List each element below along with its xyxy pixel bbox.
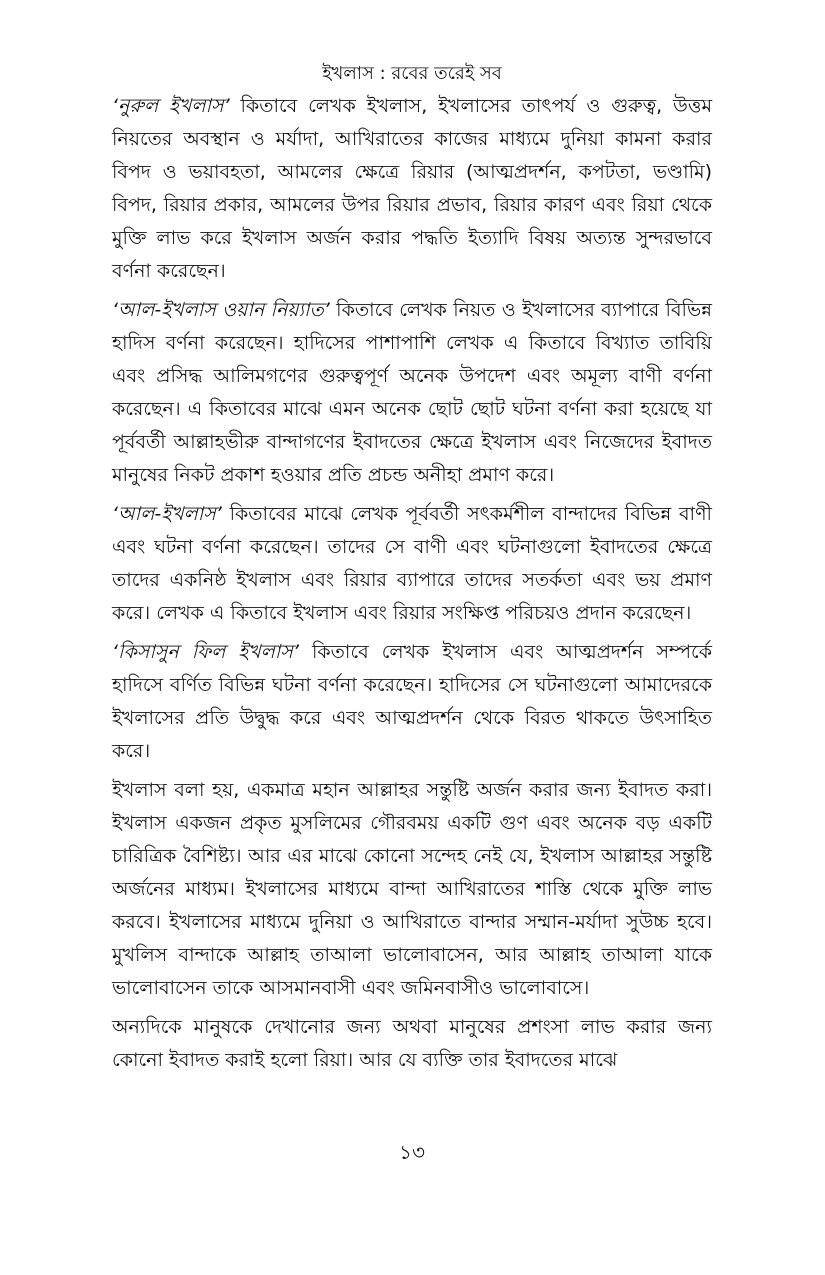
paragraph-al-ikhlas-wan-niyyat: [112, 294, 712, 492]
paragraph-kisasun-fil-ikhlas: [112, 636, 712, 768]
page-number: ১৩: [399, 1140, 425, 1164]
paragraph-text: অন্যদিকে মানুষকে দেখানোর জন্য অথবা মানুষের প্রশংসা লাভ করার জন্য কোনো ইবাদত করাই হলো রিয়া। আর যে ব্যক্তি তার ইবাদতের মাঝে: [112, 1016, 712, 1071]
running-head: ইখলাস : রবের তরেই সব: [322, 63, 502, 84]
paragraph-text: কিতাবে লেখক ইখলাস, ইখলাসের তাৎপর্য ও গুরুত্ব, উত্তম নিয়তের অবস্থান ও মর্যাদা, আখিরাতের কাজের মাধ্যমে দুনিয়া কামনা করার বিপদ ও ভয়াবহতা, আমলের ক্ষেত্রে রিয়ার (আত্মপ্রদর্শন, কপটতা, ভণ্ডামি) বিপদ, রিয়ার প্রকার, আমলের উপর রিয়ার প্রভাব, রিয়ার কারণ এবং রিয়া থেকে মুক্তি লাভ করে ইখলাস অর্জন করার পদ্ধতি ইত্যাদি বিষয় অত্যন্ত সুন্দরভাবে বর্ণনা করেছেন।: [112, 95, 712, 282]
book-title-al-ikhlas-wan-niyyat: ‘আল-ইখলাস ওয়ান নিয়্যাত’: [112, 299, 330, 321]
paragraph-al-ikhlas: [112, 498, 712, 630]
paragraph-text: কিতাবে লেখক ইখলাস এবং আত্মপ্রদর্শন সম্পর্কে হাদিসে বর্ণিত বিভিন্ন ঘটনা বর্ণনা করেছেন। হাদিসের সে ঘটনাগুলো আমাদেরকে ইখলাসের প্রতি উদ্বুদ্ধ করে এবং আত্মপ্রদর্শন থেকে বিরত থাকতে উৎসাহিত করে।: [112, 641, 712, 762]
book-title-al-ikhlas: ‘আল-ইখলাস’: [112, 503, 222, 525]
paragraph-riya-definition: [112, 1011, 712, 1077]
paragraph-text: ইখলাস বলা হয়, একমাত্র মহান আল্লাহর সন্তুষ্টি অর্জন করার জন্য ইবাদত করা। ইখলাস একজন প্রকৃত মুসলিমের গৌরবময় একটি গুণ এবং অনেক বড় একটি চারিত্রিক বৈশিষ্ট্য। আর এর মাঝে কোনো সন্দেহ নেই যে, ইখলাস আল্লাহর সন্তুষ্টি অর্জনের মাধ্যম। ইখলাসের মাধ্যমে বান্দা আখিরাতের শাস্তি থেকে মুক্তি লাভ করবে। ইখলাসের মাধ্যমে দুনিয়া ও আখিরাতে বান্দার সম্মান-মর্যাদা সুউচ্চ হবে। মুখলিস বান্দাকে আল্লাহ তাআলা ভালোবাসেন, আর আল্লাহ তাআলা যাকে ভালোবাসেন তাকে আসমানবাসী এবং জমিনবাসীও ভালোবাসে।: [112, 779, 712, 999]
paragraph-nurul-ikhlas: [112, 90, 712, 288]
book-title-nurul-ikhlas: ‘নুরুল ইখলাস’: [112, 95, 230, 117]
book-title-kisasun-fil-ikhlas: ‘কিসাসুন ফিল ইখলাস’: [112, 641, 299, 663]
paragraph-ikhlas-definition: [112, 774, 712, 1005]
book-page: [112, 60, 712, 1240]
paragraph-text: কিতাবে লেখক নিয়ত ও ইখলাসের ব্যাপারে বিভিন্ন হাদিস বর্ণনা করেছেন। হাদিসের পাশাপাশি লেখক এ কিতাবে বিখ্যাত তাবিয়ি এবং প্রসিদ্ধ আলিমগণের গুরুত্বপূর্ণ অনেক উপদেশ এবং অমূল্য বাণী বর্ণনা করেছেন। এ কিতাবের মাঝে এমন অনেক ছোট ছোট ঘটনা বর্ণনা করা হয়েছে যা পূর্ববর্তী আল্লাহভীরু বান্দাগণের ইবাদতের ক্ষেত্রে ইখলাস এবং নিজেদের ইবাদত মানুষের নিকট প্রকাশ হওয়ার প্রতি প্রচন্ড অনীহা প্রমাণ করে।: [112, 299, 713, 486]
paragraph-text: কিতাবের মাঝে লেখক পূর্ববর্তী সৎকর্মশীল বান্দাদের বিভিন্ন বাণী এবং ঘটনা বর্ণনা করেছেন। তাদের সে বাণী এবং ঘটনাগুলো ইবাদতের ক্ষেত্রে তাদের একনিষ্ঠ ইখলাস এবং রিয়ার ব্যাপারে তাদের সতর্কতা এবং ভয় প্রমাণ করে। লেখক এ কিতাবে ইখলাস এবং রিয়ার সংক্ষিপ্ত পরিচয়ও প্রদান করেছেন।: [112, 503, 712, 624]
